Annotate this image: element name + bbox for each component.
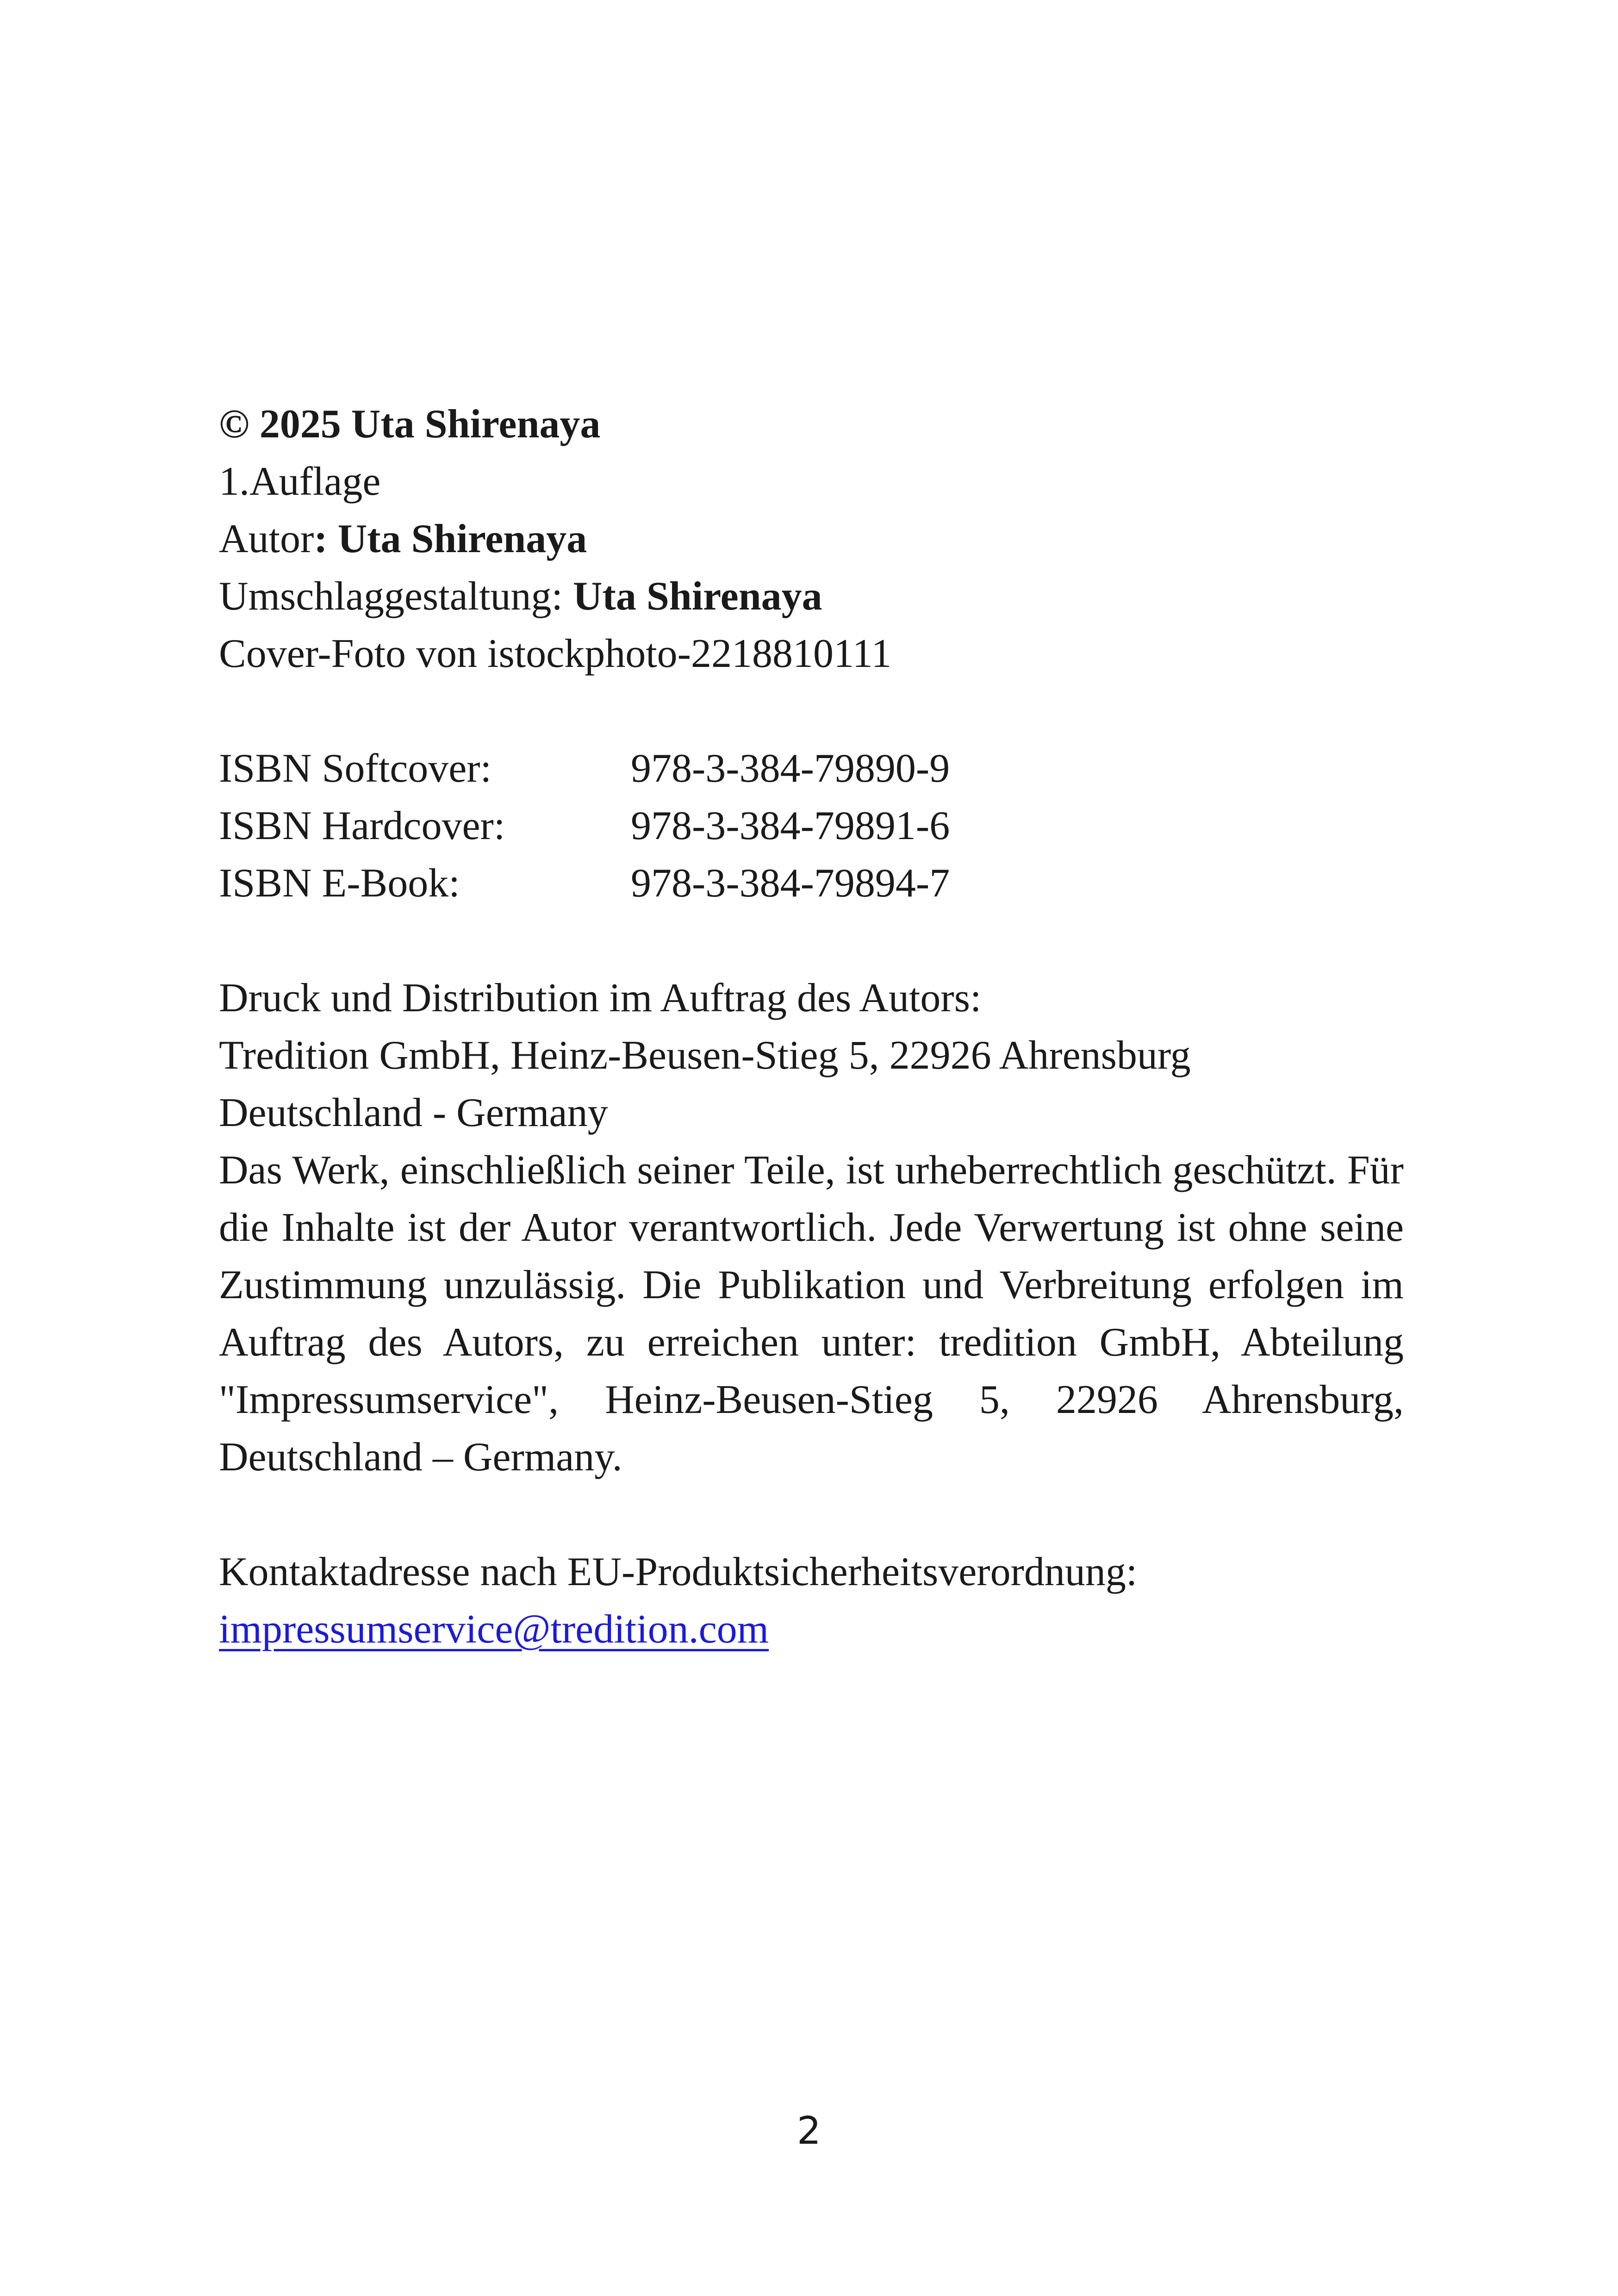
isbn-label: ISBN Hardcover:	[219, 803, 505, 848]
isbn-value: 978-3-384-79891-6	[631, 803, 950, 848]
isbn-row-softcover	[219, 740, 1404, 797]
distribution-country: Deutschland - Germany	[219, 1090, 608, 1135]
distribution-heading: Druck und Distribution im Auftrag des Autors:	[219, 976, 982, 1020]
legal-paragraph: Das Werk, einschließlich seiner Teile, ist urheberrechtlich geschützt. Für die Inhalte ist der Autor verantwortlich. Jede Verwertung ist ohne seine Zustimmung unzulässig. Die Publikation und Verbreitung erfolgen im Auftrag des Autors, zu erreichen unter: tredition GmbH, Abteilung "Impressumservice", Heinz-Beusen-Stieg 5, 22926 Ahrensburg, Deutschland – Germany.	[219, 1148, 1404, 1480]
spacer	[219, 912, 1404, 970]
cover-photo-line: Cover-Foto von istockphoto-2218810111	[219, 631, 892, 676]
contact-email-line	[219, 1601, 1404, 1658]
contact-email-link[interactable]: impressumservice@tredition.com	[219, 1607, 769, 1652]
edition-line: 1.Auflage	[219, 459, 381, 504]
author-name: Uta Shirenaya	[337, 516, 587, 561]
isbn-row-ebook	[219, 855, 1404, 912]
isbn-value: 978-3-384-79890-9	[631, 746, 950, 791]
spacer	[219, 1486, 1404, 1543]
author-label: Autor	[219, 516, 314, 561]
isbn-value: 978-3-384-79894-7	[631, 861, 950, 906]
author-line	[219, 510, 1404, 568]
isbn-row-hardcover	[219, 797, 1404, 855]
cover-design-label: Umschlaggestaltung:	[219, 574, 573, 619]
page-number: 2	[797, 2109, 821, 2153]
spacer	[219, 683, 1404, 740]
distribution-address: Tredition GmbH, Heinz-Beusen-Stieg 5, 22926 Ahrensburg	[219, 1033, 1191, 1078]
contact-label: Kontaktadresse nach EU-Produktsicherheitsverordnung:	[219, 1549, 1138, 1594]
copyright-line: © 2025 Uta Shirenaya	[219, 402, 601, 447]
cover-design-line	[219, 568, 1404, 625]
isbn-list	[219, 740, 1404, 912]
isbn-label: ISBN Softcover:	[219, 746, 492, 791]
cover-design-name: Uta Shirenaya	[573, 574, 822, 619]
author-colon: :	[314, 516, 338, 561]
imprint-page	[219, 396, 1404, 1658]
isbn-label: ISBN E-Book:	[219, 861, 460, 906]
